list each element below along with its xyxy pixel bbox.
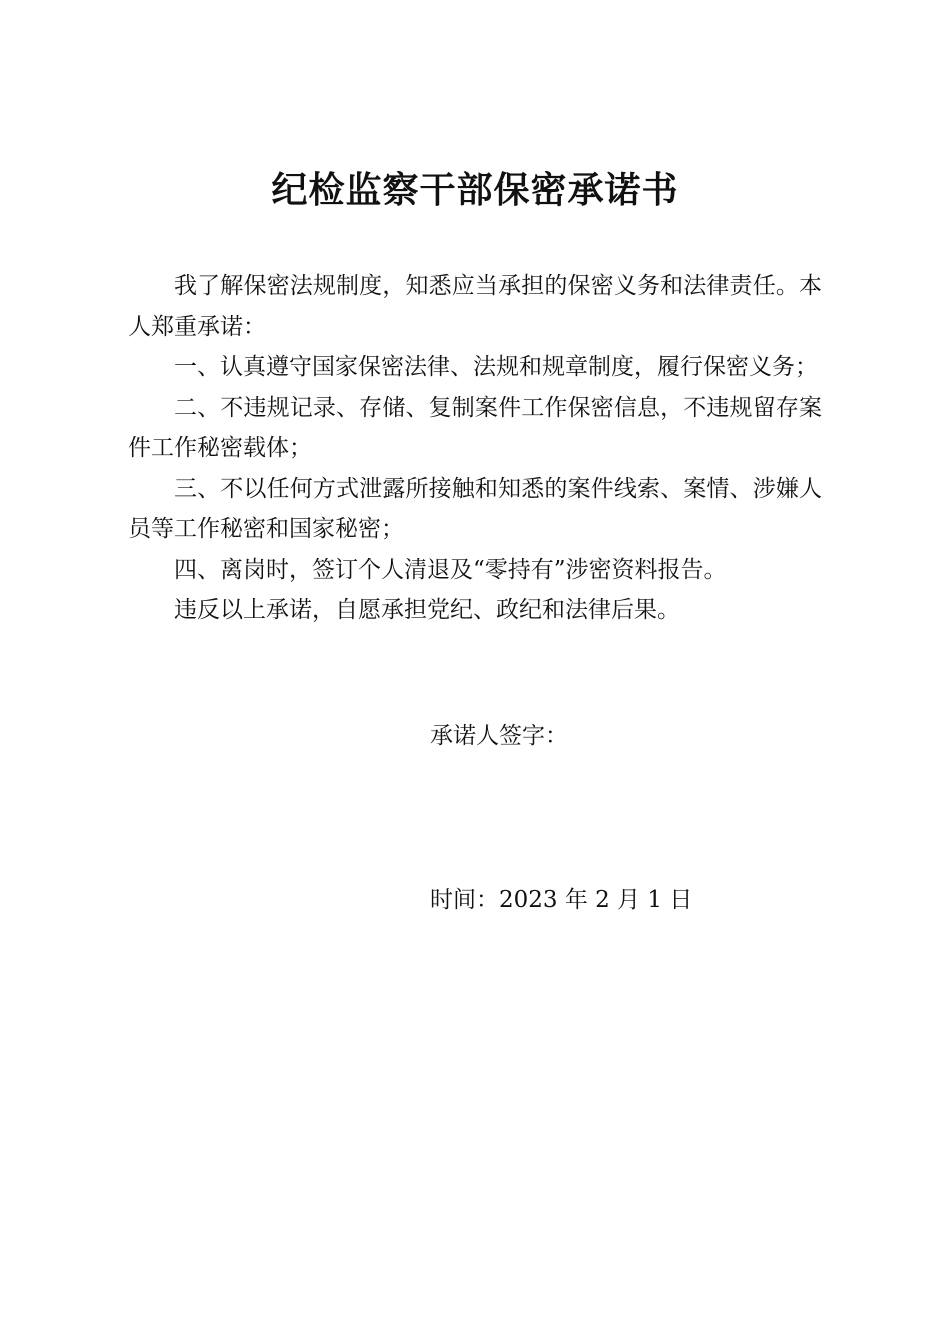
intro-paragraph: 我了解保密法规制度，知悉应当承担的保密义务和法律责任。本人郑重承诺： [128,273,822,340]
closing-paragraph: 违反以上承诺，自愿承担党纪、政纪和法律后果。 [174,597,680,623]
signature-label: 承诺人签字： [430,723,568,749]
commitment-item-1: 一、认真遵守国家保密法律、法规和规章制度，履行保密义务； [174,354,818,380]
document-body [128,266,822,631]
document-title: 纪检监察干部保密承诺书 [271,169,679,211]
date-line: 时间：2023 年 2 月 1 日 [430,887,693,913]
commitment-item-4: 四、离岗时，签订个人清退及“零持有”涉密资料报告。 [174,556,727,583]
commitment-item-2: 二、不违规记录、存储、复制案件工作保密信息，不违规留存案件工作秘密载体； [128,394,822,461]
commitment-item-3: 三、不以任何方式泄露所接触和知悉的案件线索、案情、涉嫌人员等工作秘密和国家秘密； [128,475,822,542]
